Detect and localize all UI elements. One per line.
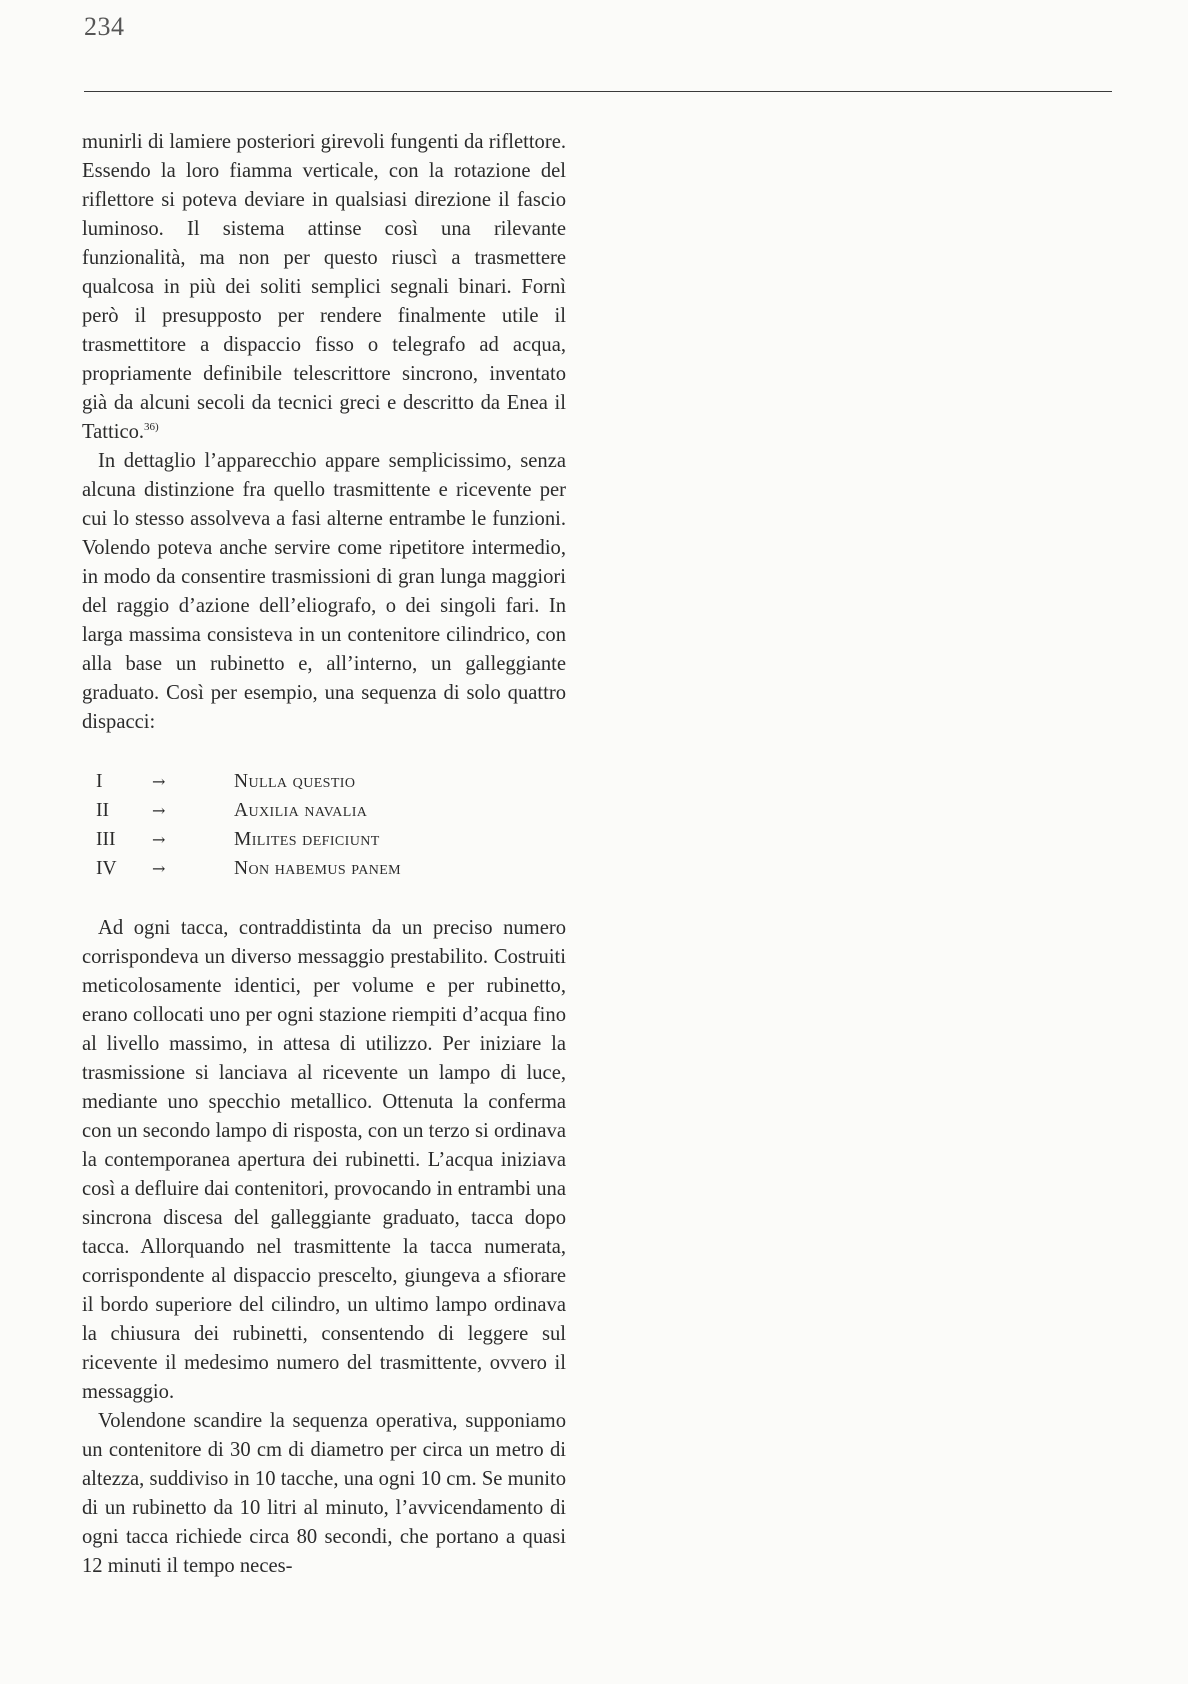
dispatch-message: Nulla questio [234, 771, 356, 792]
dispatch-numeral: II [96, 800, 109, 821]
header-rule [84, 91, 1112, 92]
page-number: 234 [84, 12, 125, 41]
dispatch-numeral: I [96, 771, 103, 792]
footnote-reference: 36) [144, 421, 159, 433]
paragraph-text: munirli di lamiere posteriori girevoli fungenti da riflettore. Essendo la loro fiamma verticale, con la rotazione del riflettore si poteva deviare in qualsiasi direzione il fascio luminoso. Il sistema attinse così una rilevante funzionalità, ma non per questo riuscì a trasmettere qualcosa in più dei soliti semplici segnali binari. Fornì però il presupposto per rendere finalmente utile il trasmettitore a dispaccio fisso o telegrafo ad acqua, propriamente definibile telescrittore sincrono, inventato già da alcuni secoli da tecnici greci e descritto da Enea il Tattico. [82, 131, 566, 443]
dispatch-list [96, 767, 566, 883]
paragraph: Volendone scandire la sequenza operativa, supponiamo un contenitore di 30 cm di diametro per circa un metro di altezza, suddiviso in 10 tacche, una ogni 10 cm. Se munito di un rubinetto da 10 litri al minuto, l’avvicendamento di ogni tacca richiede circa 80 secondi, che portano a quasi 12 minuti il tempo neces- [82, 1410, 566, 1577]
dispatch-message: Non habemus panem [234, 858, 402, 879]
right-arrow-icon: → [152, 830, 166, 849]
dispatch-row [96, 796, 566, 825]
right-arrow-icon: → [152, 772, 166, 791]
text-column [82, 128, 566, 1581]
dispatch-message: Milites deficiunt [234, 829, 380, 850]
paragraph [82, 128, 566, 447]
paragraph: In dettaglio l’apparecchio appare semplicissimo, senza alcuna distinzione fra quello trasmittente e ricevente per cui lo stesso assolveva a fasi alterne entrambe le funzioni. Volendo poteva anche servire come ripetitore intermedio, in modo da consentire trasmissioni di gran lunga maggiori del raggio d’azione dell’eliografo, o dei singoli fari. In larga massima consisteva in un contenitore cilindrico, con alla base un rubinetto e, all’interno, un galleggiante graduato. Così per esempio, una sequenza di solo quattro dispacci: [82, 450, 566, 733]
dispatch-row [96, 767, 566, 796]
right-arrow-icon: → [152, 859, 166, 878]
dispatch-row [96, 825, 566, 854]
dispatch-numeral: III [96, 829, 116, 850]
right-arrow-icon: → [152, 801, 166, 820]
dispatch-numeral: IV [96, 858, 117, 879]
paragraph: Ad ogni tacca, contraddistinta da un preciso numero corrispondeva un diverso messaggio prestabilito. Costruiti meticolosamente identici, per volume e per rubinetto, erano collocati uno per ogni stazione riempiti d’acqua fino al livello massimo, in attesa di utilizzo. Per iniziare la trasmissione si lanciava al ricevente un lampo di luce, mediante uno specchio metallico. Ottenuta la conferma con un secondo lampo di risposta, con un terzo si ordinava la contemporanea apertura dei rubinetti. L’acqua iniziava così a defluire dai contenitori, provocando in entrambi una sincrona discesa del galleggiante graduato, tacca dopo tacca. Allorquando nel trasmittente la tacca numerata, corrispondente al dispaccio prescelto, giungeva a sfiorare il bordo superiore del cilindro, un ultimo lampo ordinava la chiusura dei rubinetti, consentendo di leggere sul ricevente il medesimo numero del trasmittente, ovvero il messaggio. [82, 917, 566, 1403]
dispatch-row [96, 854, 566, 883]
dispatch-message: Auxilia navalia [234, 800, 368, 821]
